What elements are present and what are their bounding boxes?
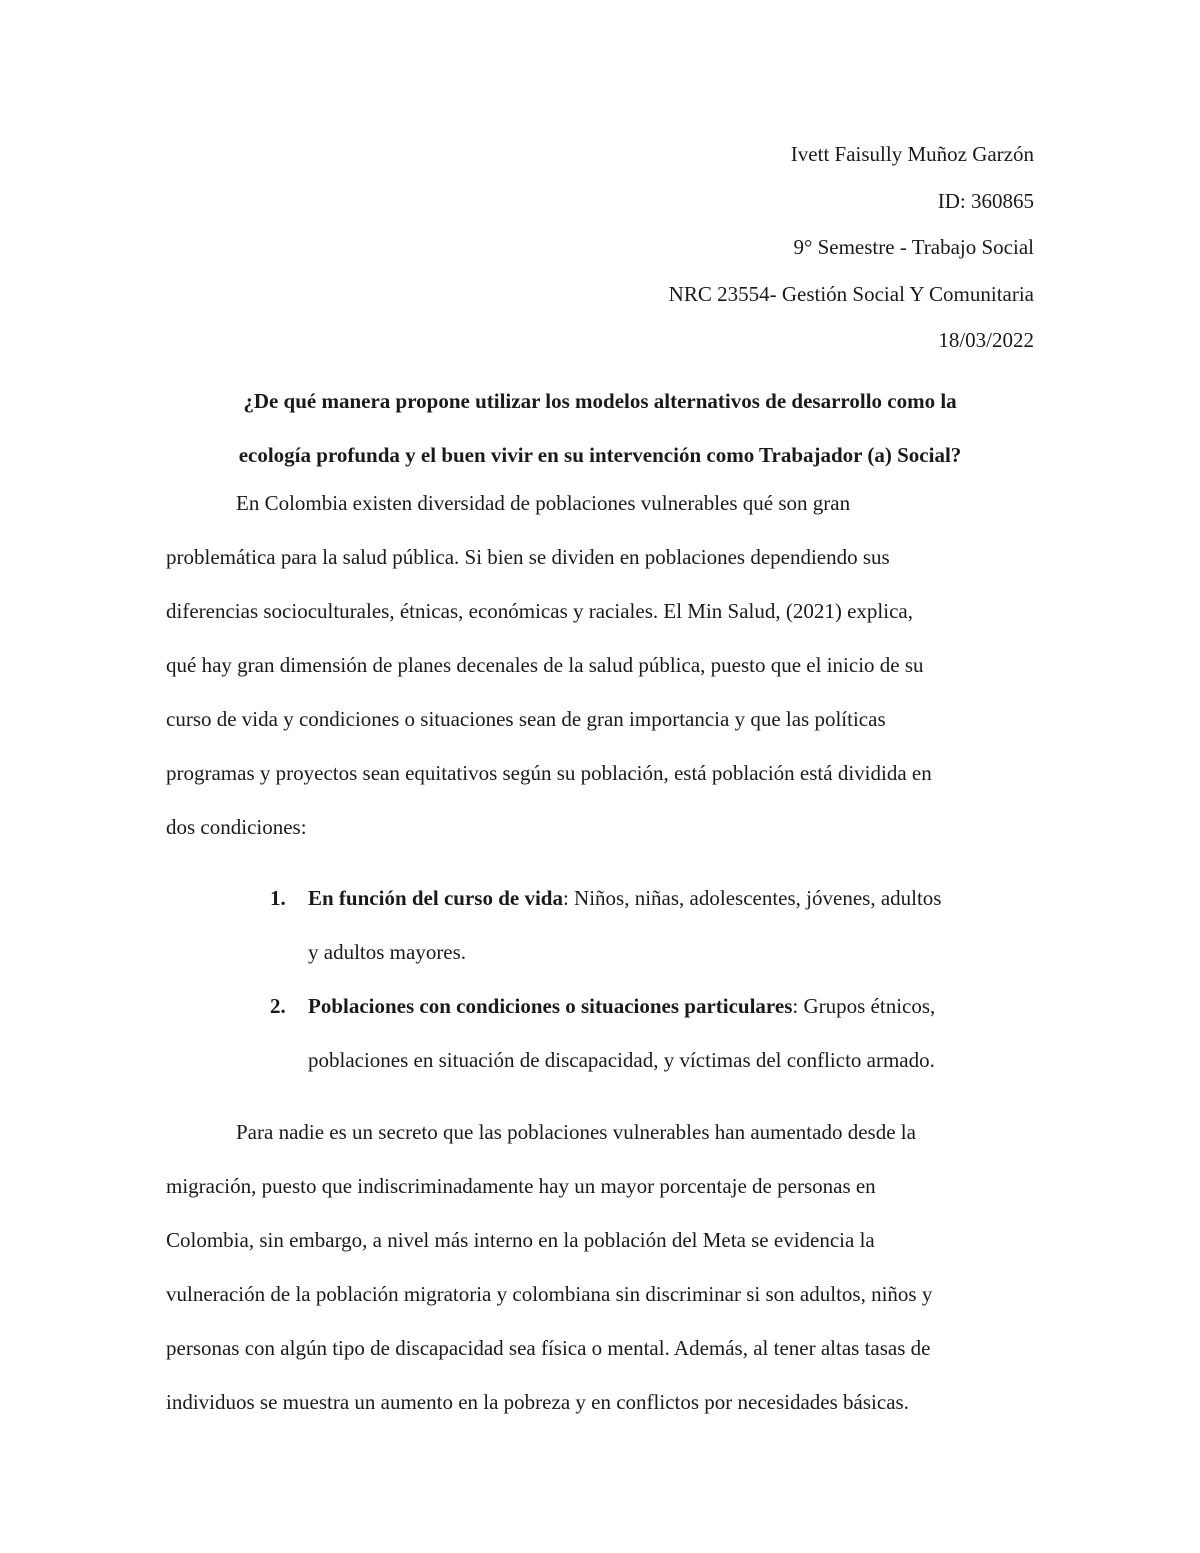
paragraph-1-line: dos condiciones: [166,815,307,839]
paragraph-2 [166,1105,1046,1429]
numbered-list [270,871,1050,1087]
course-name: NRC 23554- Gestión Social Y Comunitaria [668,281,1034,306]
paragraph-2-line: personas con algún tipo de discapacidad sea física o mental. Además, al tener altas tasas de [166,1336,931,1360]
paragraph-2-line: vulneración de la población migratoria y colombiana sin discriminar si son adultos, niños y [166,1282,933,1306]
paragraph-1-line: curso de vida y condiciones o situaciones sean de gran importancia y que las políticas [166,707,886,731]
title-line-2: ecología profunda y el buen vivir en su intervención como Trabajador (a) Social? [238,443,962,467]
list-item-line-1 [308,871,1050,925]
list-item-text: : Grupos étnicos, [792,994,936,1018]
paragraph-1-line: programas y proyectos sean equitativos según su población, está población está dividida en [166,761,932,785]
paragraph-1 [166,476,1046,854]
list-item [270,871,1050,979]
paragraph-2-line: migración, puesto que indiscriminadamente hay un mayor porcentaje de personas en [166,1174,876,1198]
list-item-line-2: y adultos mayores. [308,940,467,964]
document-date: 18/03/2022 [938,328,1034,352]
list-item-heading: Poblaciones con condiciones o situaciones particulares [308,994,793,1018]
student-id: ID: 360865 [937,188,1034,213]
paragraph-1-line: qué hay gran dimensión de planes decenales de la salud pública, puesto que el inicio de su [166,653,924,677]
header-block [669,136,1034,369]
list-item-line-2: poblaciones en situación de discapacidad, y víctimas del conflicto armado. [308,1048,935,1072]
document-title [160,374,1040,482]
author-name: Ivett Faisully Muñoz Garzón [790,142,1034,166]
paragraph-1-line: diferencias socioculturales, étnicas, económicas y raciales. El Min Salud, (2021) explica, [166,599,913,623]
paragraph-1-line: En Colombia existen diversidad de poblaciones vulnerables qué son gran [236,491,851,515]
list-item [270,979,1050,1087]
paragraph-1-line: problemática para la salud pública. Si bien se dividen en poblaciones dependiendo sus [166,545,890,569]
paragraph-2-line: Para nadie es un secreto que las poblaciones vulnerables han aumentado desde la [236,1120,916,1144]
semester-program: 9° Semestre - Trabajo Social [793,235,1034,259]
list-item-number: 1. [270,886,286,910]
list-item-number: 2. [270,994,286,1018]
paragraph-2-line: Colombia, sin embargo, a nivel más interno en la población del Meta se evidencia la [166,1228,875,1252]
list-item-text: : Niños, niñas, adolescentes, jóvenes, adultos [562,886,942,910]
title-line-1: ¿De qué manera propone utilizar los modelos alternativos de desarrollo como la [243,389,957,413]
list-item-heading: En función del curso de vida [308,886,563,910]
paragraph-2-line: individuos se muestra un aumento en la pobreza y en conflictos por necesidades básicas. [166,1390,909,1414]
list-item-line-1 [308,979,1050,1033]
